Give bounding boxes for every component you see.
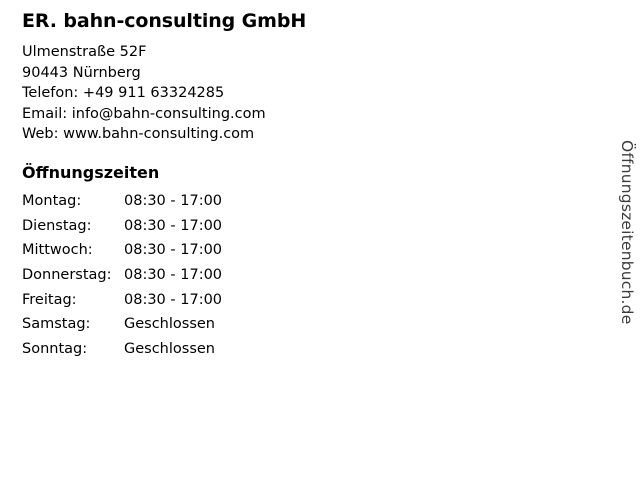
email-line: Email: info@bahn-consulting.com [22, 105, 266, 122]
address-block [22, 42, 266, 145]
table-row [22, 218, 222, 243]
day-label: Freitag: [22, 291, 77, 308]
day-label: Mittwoch: [22, 242, 93, 259]
table-row [22, 242, 222, 267]
table-row [22, 292, 222, 317]
day-hours: Geschlossen [124, 341, 215, 358]
day-hours: 08:30 - 17:00 [124, 193, 223, 209]
day-hours: Geschlossen [124, 316, 215, 333]
day-hours: 08:30 - 17:00 [124, 267, 223, 284]
day-label: Dienstag: [22, 217, 92, 234]
day-label: Donnerstag: [22, 267, 112, 284]
day-hours: 08:30 - 17:00 [124, 291, 223, 308]
day-label: Samstag: [22, 316, 91, 333]
day-label: Montag: [22, 193, 82, 209]
address-city: 90443 Nürnberg [22, 64, 141, 81]
watermark-label: Öffnungszeitenbuch.de [618, 140, 636, 325]
table-row [22, 316, 222, 341]
day-hours: 08:30 - 17:00 [124, 217, 223, 234]
table-row [22, 341, 222, 366]
company-name: ER. bahn-consulting GmbH [22, 10, 307, 32]
opening-hours-heading: Öffnungszeiten [22, 163, 160, 182]
day-label: Sonntag: [22, 341, 88, 358]
opening-hours-table [22, 193, 222, 366]
day-hours: 08:30 - 17:00 [124, 242, 223, 259]
table-row [22, 193, 222, 218]
address-street: Ulmenstraße 52F [22, 44, 147, 60]
table-row [22, 267, 222, 292]
website-line: Web: www.bahn-consulting.com [22, 126, 255, 142]
phone-line: Telefon: +49 911 63324285 [22, 85, 225, 101]
